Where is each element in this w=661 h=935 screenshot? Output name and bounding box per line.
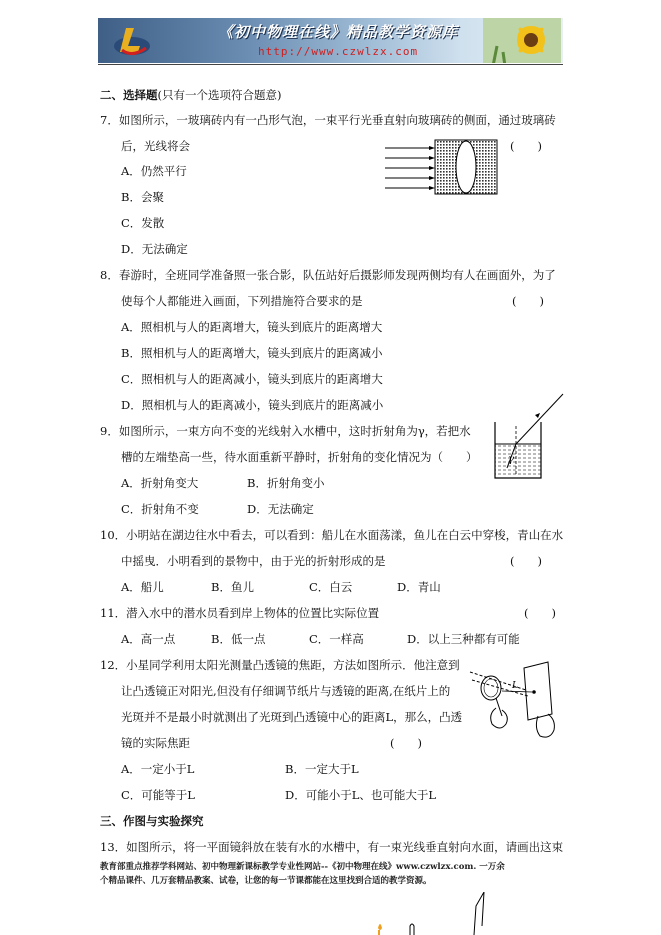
q7-answer-blank[interactable]: ( ) xyxy=(510,139,542,153)
q11-option-b[interactable]: B．低一点 xyxy=(211,632,266,646)
q8-stem-1: 8．春游时，全班同学准备照一张合影，队伍站好后摄影师发现两侧均有人在画面外，为了 xyxy=(100,268,556,282)
q13-stem-1: 13．如图所示，将一平面镜斜放在装有水的水槽中，有一束光线垂直射向水面，请画出这束 xyxy=(100,840,564,854)
q12-option-b[interactable]: B．一定大于L xyxy=(285,762,359,776)
q10-stem-2: 中摇曳．小明看到的景物中，由于光的折射形成的是 xyxy=(121,554,386,568)
q8-answer-blank[interactable]: ( ) xyxy=(512,294,544,308)
footer-line-2: 个精品课件、几万套精品教案、试卷，让您的每一节课都能在这里找到合适的教学资源。 xyxy=(100,876,432,886)
header-banner xyxy=(98,18,563,63)
section-2-heading xyxy=(100,88,281,102)
q10-option-c[interactable]: C．白云 xyxy=(309,580,353,594)
q9-option-b[interactable]: B．折射角变小 xyxy=(247,476,325,490)
q7-option-c[interactable]: C．发散 xyxy=(121,216,165,230)
q11-stem: 11．潜入水中的潜水员看到岸上物体的位置比实际位置 xyxy=(100,606,380,620)
q7-option-d[interactable]: D．无法确定 xyxy=(121,242,188,256)
q12-option-a[interactable]: A．一定小于L xyxy=(121,762,195,776)
q9-water-tank-figure xyxy=(488,392,568,484)
q8-option-d[interactable]: D．照相机与人的距离减小，镜头到底片的距离减小 xyxy=(121,398,384,412)
q10-option-d[interactable]: D．青山 xyxy=(397,580,441,594)
q12-lens-experiment-figure xyxy=(466,658,564,742)
q7-option-a[interactable]: A．仍然平行 xyxy=(121,164,187,178)
q11-option-a[interactable]: A．高一点 xyxy=(121,632,176,646)
header-title: 《初中物理在线》精品教学资源库 xyxy=(218,23,459,41)
q12-distance-label: L xyxy=(512,681,518,691)
q8-option-a[interactable]: A．照相机与人的距离增大，镜头到底片的距离增大 xyxy=(121,320,383,334)
q10-option-a[interactable]: A．船儿 xyxy=(121,580,164,594)
q8-stem-2: 使每个人都能进入画面，下列措施符合要求的是 xyxy=(121,294,363,308)
q12-stem-1: 12．小星同学利用太阳光测量凸透镜的焦距，方法如图所示．他注意到 xyxy=(100,658,460,672)
q8-option-b[interactable]: B．照相机与人的距离增大，镜头到底片的距离减小 xyxy=(121,346,383,360)
q8-option-c[interactable]: C．照相机与人的距离减小，镜头到底片的距离增大 xyxy=(121,372,383,386)
site-logo xyxy=(112,24,152,58)
footer-line-1: 教育部重点推荐学科网站、初中物理新课标教学专业性网站--《初中物理在线》www.czwlzx.com. 一万余 xyxy=(100,862,505,872)
q10-option-b[interactable]: B．鱼儿 xyxy=(211,580,254,594)
q10-stem-1: 10．小明站在湖边往水中看去，可以看到：船儿在水面荡漾，鱼儿在白云中穿梭，青山在水 xyxy=(100,528,564,542)
q9-stem-2: 槽的左端垫高一些，待水面重新平静时，折射角的变化情况为（ ） xyxy=(121,450,478,464)
section-2-title: 二、选择题 xyxy=(100,88,158,102)
q7-glass-brick-figure xyxy=(383,138,499,196)
q11-option-d[interactable]: D．以上三种都有可能 xyxy=(407,632,520,646)
q9-option-d[interactable]: D．无法确定 xyxy=(247,502,314,516)
q11-option-c[interactable]: C．一样高 xyxy=(309,632,364,646)
section-3-heading: 三、作图与实验探究 xyxy=(100,814,204,828)
q9-option-c[interactable]: C．折射角不变 xyxy=(121,502,199,516)
q7-stem-1: 7．如图所示，一玻璃砖内有一凸形气泡，一束平行光垂直射向玻璃砖的侧面，通过玻璃砖 xyxy=(100,113,556,127)
q9-angle-label: γ xyxy=(508,454,514,465)
q12-stem-3: 光斑并不是最小时就测出了光斑到凸透镜中心的距离L，那么，凸透 xyxy=(121,710,463,724)
q12-stem-4: 镜的实际焦距 xyxy=(121,736,190,750)
section-2-note: (只有一个选项符合题意) xyxy=(157,88,282,102)
q10-answer-blank[interactable]: ( ) xyxy=(510,554,542,568)
q9-option-a[interactable]: A．折射角变大 xyxy=(121,476,199,490)
q13-partial-figure xyxy=(370,892,490,935)
q7-stem-2: 后，光线将会 xyxy=(121,139,190,153)
q11-answer-blank[interactable]: ( ) xyxy=(524,606,556,620)
q12-stem-2: 让凸透镜正对阳光,但没有仔细调节纸片与透镜的距离,在纸片上的 xyxy=(121,684,451,698)
sunflower-image xyxy=(483,18,561,63)
q9-stem-1: 9．如图所示，一束方向不变的光线射入水槽中，这时折射角为γ，若把水 xyxy=(100,424,471,438)
q12-answer-blank[interactable]: ( ) xyxy=(390,736,422,750)
q7-option-b[interactable]: B．会聚 xyxy=(121,190,164,204)
header-url[interactable]: http://www.czwlzx.com xyxy=(258,45,419,58)
header-divider xyxy=(98,64,563,65)
q12-option-c[interactable]: C．可能等于L xyxy=(121,788,195,802)
q12-option-d[interactable]: D．可能小于L、也可能大于L xyxy=(285,788,436,802)
